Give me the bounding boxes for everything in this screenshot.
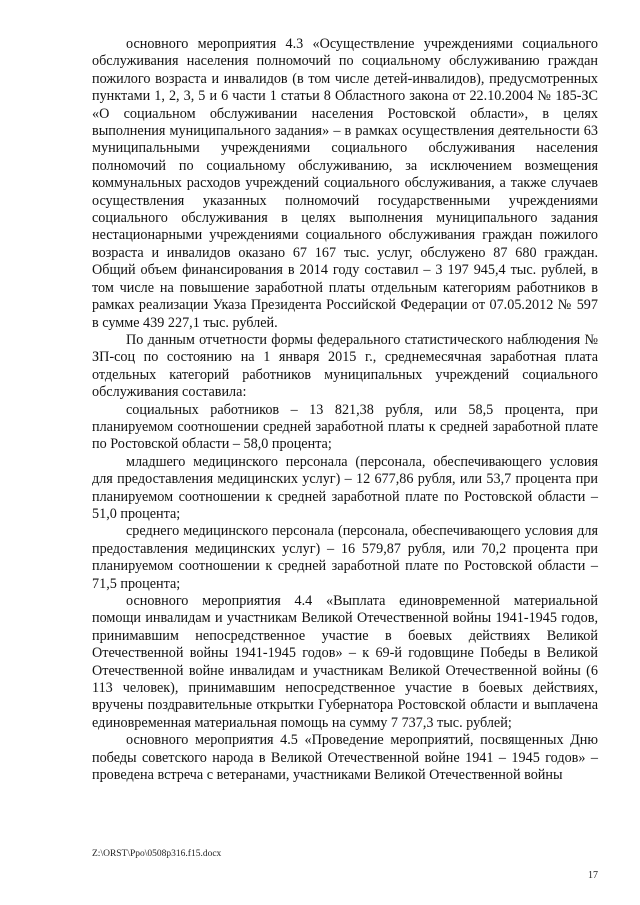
- paragraph-junior-medical-staff: младшего медицинского персонала (персонала, обеспечивающего условия для предоставления медицинских услуг) – 12 677,86 рубля, или 53,7 процента при планируемом соотношении к средней заработной плате по Ростовской области – 51,0 процента;: [92, 453, 598, 522]
- paragraph-social-workers: социальных работников – 13 821,38 рубля, или 58,5 процента, при планируемом соотношении средней заработной платы к средней заработной плате по Ростовской области – 58,0 процента;: [92, 401, 598, 453]
- paragraph-statistics-intro: По данным отчетности формы федерального статистического наблюдения № ЗП-соц по состоянию на 1 января 2015 г., среднемесячная заработная плата отдельных категорий работников муниципальных учреждений социального обслуживания составила:: [92, 331, 598, 401]
- paragraph-middle-medical-staff: среднего медицинского персонала (персонала, обеспечивающего условия для предоставления медицинских услуг) – 16 579,87 рубля, или 70,2 процента при планируемом соотношении к средней заработной плате по Ростовской области – 71,5 процента;: [92, 523, 598, 592]
- paragraph-measure-4-3: основного мероприятия 4.3 «Осуществление учреждениями социального обслуживания населения полномочий по социальному обслуживанию граждан пожилого возраста и инвалидов (в том числе детей-инвалидов), предусмотренных пунктами 1, 2, 3, 5 и 6 части 1 статьи 8 Областного закона от 22.10.2004 № 185-ЗС «О социальном обслуживании населения Ростовской области», в целях выполнения муниципального задания» – в рамках осуществления деятельности 63 муниципальными учреждениями социального обслуживания населения полномочий по социальному обслуживанию, за исключением возмещения коммунальных расходов учреждений социального обслуживания, а также случаев осуществления указанных полномочий государственными учреждениями социального обслуживания в целях выполнения муниципального задания нестационарными учреждениями социального обслуживания граждан пожилого возраста и инвалидов оказано 67 167 тыс. услуг, обслужено 87 680 граждан. Общий объем финансирования в 2014 году составил – 3 197 945,4 тыс. рублей, в том числе на повышение заработной платы отдельным категориям работников в рамках реализации Указа Президента Российской Федерации от 07.05.2012 № 597 в сумме 439 227,1 тыс. рублей.: [92, 36, 598, 331]
- paragraph-measure-4-4: основного мероприятия 4.4 «Выплата единовременной материальной помощи инвалидам и участникам Великой Отечественной войны 1941-1945 годов, принимавшим непосредственное участие в боевых действиях Великой Отечественной войны 1941-1945 годов» – к 69-й годовщине Победы в Великой Отечественной войне инвалидам и участникам Великой Отечественной войны (6 113 человек), принимавшим непосредственное участие в боевых действиях, вручены поздравительные открытки Губернатора Ростовской области и выплачена единовременная материальная помощь на сумму 7 737,3 тыс. рублей;: [92, 593, 598, 731]
- footer-file-path: Z:\ORST\Ppo\0508p316.f15.docx: [92, 849, 222, 859]
- document-body: [92, 36, 598, 784]
- page-number: 17: [588, 870, 598, 881]
- paragraph-measure-4-5: основного мероприятия 4.5 «Проведение мероприятий, посвященных Дню победы советского народа в Великой Отечественной войне 1941 – 1945 годов» – проведена встреча с ветеранами, участниками Великой Отечественной войны: [92, 732, 598, 784]
